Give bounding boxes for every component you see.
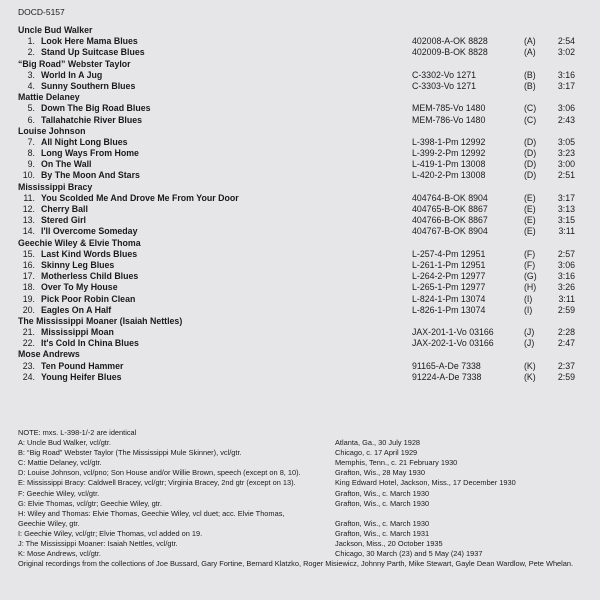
session-letter: (B) bbox=[524, 69, 536, 80]
track-row bbox=[18, 81, 578, 92]
track-number: 24. bbox=[22, 371, 35, 382]
note-location-date: Atlanta, Ga., 30 July 1928 bbox=[335, 438, 421, 448]
track-row bbox=[18, 159, 578, 170]
note-personnel: E: Mississippi Bracy: Caldwell Bracey, vcl/gtr; Virginia Bracey, 2nd gtr (except on 13). bbox=[18, 478, 296, 488]
track-duration: 2:57 bbox=[557, 248, 575, 259]
matrix-number: L-419-1-Pm 13008 bbox=[412, 159, 486, 170]
track-row bbox=[18, 170, 578, 181]
track-number: 13. bbox=[22, 215, 35, 226]
note-line bbox=[18, 549, 588, 559]
track-number: 8. bbox=[27, 148, 35, 159]
note-line bbox=[18, 529, 588, 539]
track-duration: 2:59 bbox=[557, 371, 575, 382]
matrix-number: JAX-202-1-Vo 03166 bbox=[412, 338, 494, 349]
track-title: Down The Big Road Blues bbox=[41, 103, 151, 114]
artist-heading: The Mississippi Moaner (Isaiah Nettles) bbox=[18, 315, 183, 326]
note-location-date: Jackson, Miss., 20 October 1935 bbox=[335, 539, 443, 549]
track-row bbox=[18, 215, 578, 226]
session-letter: (A) bbox=[524, 36, 536, 47]
session-letter: (D) bbox=[524, 136, 537, 147]
track-row bbox=[18, 260, 578, 271]
track-title: Eagles On A Half bbox=[41, 304, 112, 315]
track-duration: 2:47 bbox=[557, 338, 575, 349]
matrix-number: 404766-B-OK 8867 bbox=[412, 215, 488, 226]
matrix-number: JAX-201-1-Vo 03166 bbox=[412, 327, 494, 338]
track-row bbox=[18, 193, 578, 204]
matrix-number: L-264-2-Pm 12977 bbox=[412, 271, 486, 282]
track-duration: 2:54 bbox=[557, 36, 575, 47]
note-location-date: Chicago, c. 17 April 1929 bbox=[335, 448, 418, 458]
note-location-date: King Edward Hotel, Jackson, Miss., 17 December 1930 bbox=[335, 478, 516, 488]
track-title: You Scolded Me And Drove Me From Your Door bbox=[41, 192, 239, 203]
track-row bbox=[18, 115, 578, 126]
matrix-number: L-398-1-Pm 12992 bbox=[412, 136, 486, 147]
note-personnel: H: Wiley and Thomas: Elvie Thomas, Geechie Wiley, vcl duet; acc. Elvie Thomas, bbox=[18, 508, 285, 518]
track-title: Young Heifer Blues bbox=[41, 371, 122, 382]
track-title: Stered Girl bbox=[41, 215, 86, 226]
track-title: Pick Poor Robin Clean bbox=[41, 293, 136, 304]
note-line bbox=[18, 539, 588, 549]
track-duration: 3:26 bbox=[557, 282, 575, 293]
track-title: Mississippi Moan bbox=[41, 327, 114, 338]
matrix-number: MEM-786-Vo 1480 bbox=[412, 114, 486, 125]
track-number: 3. bbox=[27, 69, 35, 80]
matrix-number: C-3303-Vo 1271 bbox=[412, 80, 477, 91]
track-number: 21. bbox=[22, 327, 35, 338]
track-number: 15. bbox=[22, 248, 35, 259]
matrix-number: C-3302-Vo 1271 bbox=[412, 69, 477, 80]
track-title: World In A Jug bbox=[41, 69, 103, 80]
track-number: 14. bbox=[22, 226, 35, 237]
track-title: Tallahatchie River Blues bbox=[41, 114, 143, 125]
track-number: 18. bbox=[22, 282, 35, 293]
note-line bbox=[18, 509, 588, 519]
session-letter: (E) bbox=[524, 204, 536, 214]
session-letter: (D) bbox=[524, 170, 537, 181]
matrix-number: 402009-B-OK 8828 bbox=[412, 47, 488, 58]
track-duration: 3:16 bbox=[557, 69, 575, 80]
track-title: Long Ways From Home bbox=[41, 148, 139, 159]
track-duration: 3:17 bbox=[557, 192, 575, 203]
session-letter: (I) bbox=[524, 304, 533, 315]
track-duration: 2:37 bbox=[557, 360, 575, 371]
artist-heading: Mississippi Bracy bbox=[18, 181, 93, 192]
note-personnel: NOTE: mxs. L-398-1/-2 are identical bbox=[18, 428, 137, 437]
collections-credit: Original recordings from the collections of Joe Bussard, Gary Fortine, Bernard Klatzko, Roger Misiewicz, Johnny Parth, Mike Stewart, Gayle Dean Wardlow, Pete Whelan. bbox=[18, 559, 574, 569]
track-title: It's Cold In China Blues bbox=[41, 338, 139, 349]
session-letter: (J) bbox=[524, 327, 535, 338]
note-line bbox=[18, 489, 588, 499]
track-duration: 3:00 bbox=[557, 159, 575, 170]
track-title: Cherry Ball bbox=[41, 204, 88, 214]
matrix-number: L-420-2-Pm 13008 bbox=[412, 170, 486, 181]
track-number: 5. bbox=[27, 103, 35, 114]
track-row bbox=[18, 148, 578, 159]
track-title: On The Wall bbox=[41, 159, 92, 170]
track-duration: 3:16 bbox=[557, 271, 575, 282]
note-line bbox=[18, 468, 588, 478]
track-number: 10. bbox=[22, 170, 35, 181]
matrix-number: L-261-1-Pm 12951 bbox=[412, 259, 486, 270]
track-row bbox=[18, 305, 578, 316]
session-letter: (D) bbox=[524, 148, 537, 159]
track-number: 16. bbox=[22, 259, 35, 270]
matrix-number: 404765-B-OK 8867 bbox=[412, 204, 488, 214]
track-number: 17. bbox=[22, 271, 35, 282]
track-row bbox=[18, 103, 578, 114]
track-row bbox=[18, 282, 578, 293]
note-location-date: Chicago, 30 March (23) and 5 May (24) 1937 bbox=[335, 549, 483, 559]
session-letter: (G) bbox=[524, 271, 537, 282]
track-number: 12. bbox=[22, 204, 35, 214]
matrix-number: 402008-A-OK 8828 bbox=[412, 36, 488, 47]
track-duration: 3:06 bbox=[557, 103, 575, 114]
track-title: I'll Overcome Someday bbox=[41, 226, 138, 237]
track-duration: 3:11 bbox=[558, 293, 575, 304]
note-line bbox=[18, 499, 588, 509]
track-number: 2. bbox=[27, 47, 35, 58]
session-letter: (E) bbox=[524, 226, 536, 237]
track-number: 20. bbox=[22, 304, 35, 315]
note-line bbox=[18, 519, 588, 529]
track-row bbox=[18, 271, 578, 282]
track-row bbox=[18, 338, 578, 349]
session-letter: (C) bbox=[524, 103, 537, 114]
session-letter: (F) bbox=[524, 248, 536, 259]
note-personnel: J: The Mississippi Moaner: Isaiah Nettles, vcl/gtr. bbox=[18, 539, 178, 549]
note-personnel: Geechie Wiley, gtr. bbox=[18, 518, 80, 528]
track-duration: 2:51 bbox=[557, 170, 575, 181]
session-letter: (H) bbox=[524, 282, 537, 293]
matrix-number: L-265-1-Pm 12977 bbox=[412, 282, 486, 293]
session-letter: (J) bbox=[524, 338, 535, 349]
note-personnel: F: Geechie Wiley, vcl/gtr. bbox=[18, 488, 100, 498]
recording-notes bbox=[18, 428, 588, 569]
track-number: 9. bbox=[27, 159, 35, 170]
track-row bbox=[18, 226, 578, 237]
artist-heading: “Big Road” Webster Taylor bbox=[18, 58, 131, 69]
track-duration: 3:11 bbox=[558, 226, 575, 237]
note-location-date: Grafton, Wis., c. March 1930 bbox=[335, 498, 430, 508]
track-title: Motherless Child Blues bbox=[41, 271, 139, 282]
track-number: 19. bbox=[22, 293, 35, 304]
catalog-number: DOCD-5157 bbox=[18, 7, 65, 17]
session-letter: (E) bbox=[524, 215, 536, 226]
track-duration: 2:28 bbox=[557, 327, 575, 338]
note-line bbox=[18, 448, 588, 458]
track-duration: 3:06 bbox=[557, 259, 575, 270]
matrix-number: 404764-B-OK 8904 bbox=[412, 192, 488, 203]
note-personnel: C: Mattie Delaney, vcl/gtr. bbox=[18, 458, 102, 468]
note-location-date: Grafton, Wis., c. March 1930 bbox=[335, 518, 430, 528]
track-number: 22. bbox=[22, 338, 35, 349]
artist-heading: Mose Andrews bbox=[18, 349, 80, 360]
matrix-number: L-824-1-Pm 13074 bbox=[412, 293, 486, 304]
note-personnel: I: Geechie Wiley, vcl/gtr; Elvie Thomas, vcl added on 19. bbox=[18, 528, 203, 538]
track-row bbox=[18, 36, 578, 47]
matrix-number: L-399-2-Pm 12992 bbox=[412, 148, 486, 159]
track-number: 4. bbox=[27, 80, 35, 91]
track-duration: 2:59 bbox=[557, 304, 575, 315]
track-title: Sunny Southern Blues bbox=[41, 80, 136, 91]
track-title: Skinny Leg Blues bbox=[41, 259, 115, 270]
track-title: Over To My House bbox=[41, 282, 118, 293]
track-number: 23. bbox=[22, 360, 35, 371]
track-duration: 3:05 bbox=[557, 136, 575, 147]
note-location-date: Grafton, Wis., c. March 1930 bbox=[335, 488, 430, 498]
track-row bbox=[18, 372, 578, 383]
note-location-date: Memphis, Tenn., c. 21 February 1930 bbox=[335, 458, 458, 468]
session-letter: (E) bbox=[524, 192, 536, 203]
session-letter: (B) bbox=[524, 80, 536, 91]
track-title: Last Kind Words Blues bbox=[41, 248, 138, 259]
note-line bbox=[18, 458, 588, 468]
session-letter: (I) bbox=[524, 293, 533, 304]
track-number: 7. bbox=[27, 136, 35, 147]
note-line bbox=[18, 478, 588, 488]
session-letter: (D) bbox=[524, 159, 537, 170]
matrix-number: 91224-A-De 7338 bbox=[412, 371, 482, 382]
track-row bbox=[18, 137, 578, 148]
track-duration: 3:17 bbox=[557, 80, 575, 91]
track-title: Stand Up Suitcase Blues bbox=[41, 47, 145, 58]
track-row bbox=[18, 361, 578, 372]
track-duration: 2:43 bbox=[557, 114, 575, 125]
note-location-date: Grafton, Wis., 28 May 1930 bbox=[335, 468, 425, 478]
track-number: 11. bbox=[23, 192, 35, 203]
note-line bbox=[18, 428, 588, 438]
track-row bbox=[18, 204, 578, 215]
track-listing bbox=[18, 25, 578, 383]
track-number: 6. bbox=[27, 114, 35, 125]
track-duration: 3:13 bbox=[557, 204, 575, 214]
track-row bbox=[18, 249, 578, 260]
note-personnel: B: “Big Road” Webster Taylor (The Mississippi Mule Skinner), vcl/gtr. bbox=[18, 448, 242, 458]
track-row bbox=[18, 47, 578, 58]
track-duration: 3:15 bbox=[557, 215, 575, 226]
matrix-number: L-257-4-Pm 12951 bbox=[412, 248, 486, 259]
note-location-date: Grafton, Wis., c. March 1931 bbox=[335, 528, 430, 538]
artist-heading: Louise Johnson bbox=[18, 125, 86, 136]
session-letter: (A) bbox=[524, 47, 536, 58]
artist-heading: Uncle Bud Walker bbox=[18, 25, 93, 35]
session-letter: (K) bbox=[524, 360, 536, 371]
track-title: By The Moon And Stars bbox=[41, 170, 140, 181]
note-personnel: D: Louise Johnson, vcl/pno; Son House and/or Willie Brown, speech (except on 8, 10). bbox=[18, 468, 301, 478]
session-letter: (K) bbox=[524, 371, 536, 382]
track-number: 1. bbox=[27, 36, 35, 47]
track-title: Look Here Mama Blues bbox=[41, 36, 138, 47]
note-personnel: G: Elvie Thomas, vcl/gtr; Geechie Wiley, gtr. bbox=[18, 498, 162, 508]
session-letter: (C) bbox=[524, 114, 537, 125]
session-letter: (F) bbox=[524, 259, 536, 270]
track-row bbox=[18, 70, 578, 81]
track-row bbox=[18, 327, 578, 338]
matrix-number: L-826-1-Pm 13074 bbox=[412, 304, 486, 315]
artist-heading: Mattie Delaney bbox=[18, 92, 80, 103]
note-personnel: K: Mose Andrews, vcl/gtr. bbox=[18, 549, 101, 559]
matrix-number: MEM-785-Vo 1480 bbox=[412, 103, 486, 114]
track-title: All Night Long Blues bbox=[41, 136, 128, 147]
track-row bbox=[18, 294, 578, 305]
track-duration: 3:02 bbox=[557, 47, 575, 58]
track-duration: 3:23 bbox=[557, 148, 575, 159]
track-title: Ten Pound Hammer bbox=[41, 360, 124, 371]
artist-heading: Geechie Wiley & Elvie Thoma bbox=[18, 237, 141, 248]
matrix-number: 91165-A-De 7338 bbox=[412, 360, 481, 371]
note-personnel: A: Uncle Bud Walker, vcl/gtr. bbox=[18, 438, 111, 448]
note-line bbox=[18, 438, 588, 448]
notes-lines bbox=[18, 428, 588, 559]
matrix-number: 404767-B-OK 8904 bbox=[412, 226, 488, 237]
